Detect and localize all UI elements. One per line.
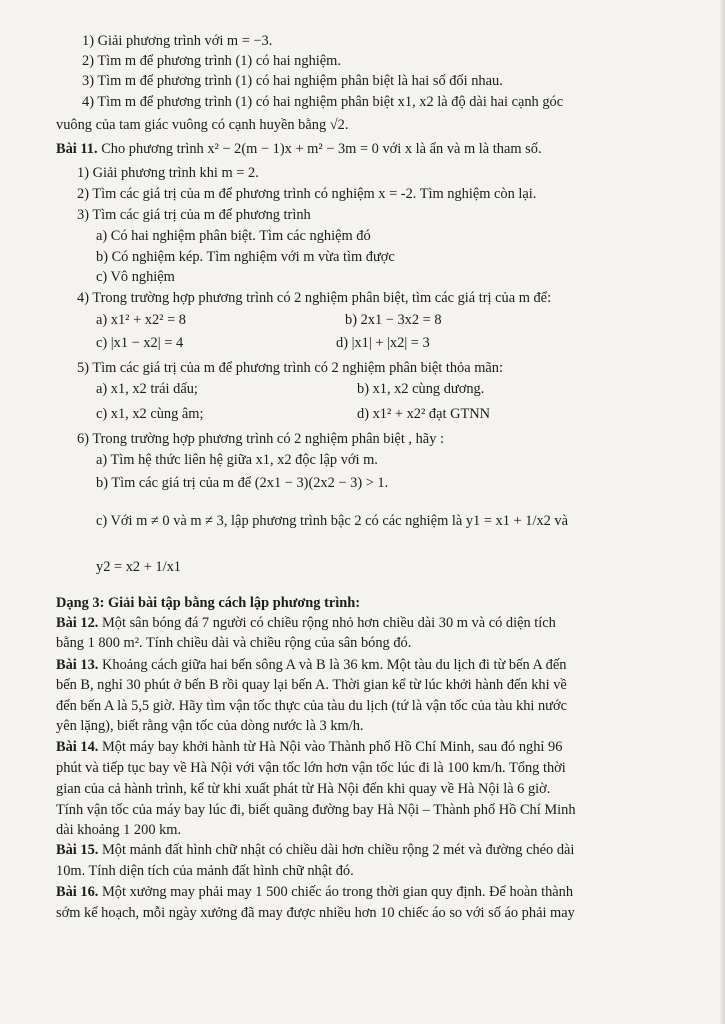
problem-12-line-2: bằng 1 800 m². Tính chiều dài và chiều rộng của sân bóng đó.	[56, 635, 412, 651]
p11-item-6: 6) Trong trường hợp phương trình có 2 nghiệm phân biệt , hãy :	[77, 431, 444, 447]
p11-item-6a: a) Tìm hệ thức liên hệ giữa x1, x2 độc lập với m.	[96, 452, 378, 468]
item-2-two-roots: 2) Tìm m để phương trình (1) có hai nghiệm.	[82, 53, 341, 69]
scan-edge-shadow	[719, 0, 725, 1024]
problem-14-line-2: phút và tiếp tục bay về Hà Nội với vận tốc lớn hơn vận tốc lúc đi là 100 km/h. Tổng thời	[56, 760, 566, 776]
problem-12-line-1	[56, 614, 556, 633]
p11-item-3: 3) Tìm các giá trị của m để phương trình	[77, 207, 311, 223]
p11-item-6c: c) Với m ≠ 0 và m ≠ 3, lập phương trình bậc 2 có các nghiệm là y1 = x1 + 1/x2 và	[96, 513, 569, 529]
problem-15-line-2: 10m. Tính diện tích của mảnh đất hình chữ nhật đó.	[56, 863, 354, 879]
problem-16-label: Bài 16.	[56, 884, 99, 900]
item-3-opposite-roots: 3) Tìm m để phương trình (1) có hai nghiệm phân biệt là hai số đối nhau.	[82, 73, 503, 89]
problem-16-text-1: Một xưởng may phải may 1 500 chiếc áo trong thời gian quy định. Để hoàn thành	[102, 884, 574, 900]
p11-item-4b: b) 2x1 − 3x2 = 8	[345, 312, 442, 328]
item-1-solve: 1) Giải phương trình với m = −3.	[82, 33, 273, 49]
p11-item-4: 4) Trong trường hợp phương trình có 2 nghiệm phân biệt, tìm các giá trị của m để:	[77, 290, 552, 306]
p11-item-3b: b) Có nghiệm kép. Tìm nghiệm với m vừa tìm được	[96, 249, 395, 265]
problem-13-line-4: yên lặng), biết rằng vận tốc của dòng nước là 3 km/h.	[56, 718, 364, 734]
problem-11-label: Bài 11.	[56, 141, 98, 157]
problem-15-label: Bài 15.	[56, 842, 99, 858]
problem-14-line-3: gian của cả hành trình, kể từ khi xuất phát từ Hà Nội đến khi quay về Hà Nội là 6 giờ.	[56, 781, 551, 797]
problem-14-line-4: Tính vận tốc của máy bay lúc đi, biết quãng đường bay Hà Nội – Thành phố Hồ Chí Minh	[56, 802, 576, 818]
problem-12-text-1: Một sân bóng đá 7 người có chiều rộng nhỏ hơn chiều dài 30 m và có diện tích	[102, 615, 556, 631]
problem-13-line-1	[56, 656, 566, 675]
p11-item-4d: d) |x1| + |x2| = 3	[336, 335, 430, 351]
problem-11-statement: Cho phương trình x² − 2(m − 1)x + m² − 3m = 0 với x là ẩn và m là tham số.	[101, 141, 542, 157]
problem-13-text-1: Khoảng cách giữa hai bến sông A và B là 36 km. Một tàu du lịch đi từ bến A đến	[102, 657, 567, 673]
problem-11-heading	[56, 140, 542, 159]
problem-13-line-3: đến bến A là 5,5 giờ. Hãy tìm vận tốc thực của tàu du lịch (tứ là vận tốc của tàu khi nước	[56, 698, 567, 714]
problem-13-label: Bài 13.	[56, 657, 99, 673]
problem-15-text-1: Một mảnh đất hình chữ nhật có chiều dài hơn chiều rộng 2 mét và đường chéo dài	[102, 842, 575, 858]
p11-item-5a: a) x1, x2 trái dấu;	[96, 381, 198, 397]
problem-14-text-1: Một máy bay khởi hành từ Hà Nội vào Thành phố Hồ Chí Minh, sau đó nghỉ 96	[102, 739, 563, 755]
p11-item-5b: b) x1, x2 cùng dương.	[357, 381, 485, 397]
p11-item-1: 1) Giải phương trình khi m = 2.	[77, 165, 259, 181]
problem-14-line-5: dài khoảng 1 200 km.	[56, 822, 182, 838]
problem-14-line-1	[56, 738, 562, 757]
section-type-3-heading: Dạng 3: Giải bài tập bằng cách lập phương trình:	[56, 595, 361, 611]
p11-item-4c: c) |x1 − x2| = 4	[96, 335, 184, 351]
problem-13-line-2: bến B, nghỉ 30 phút ở bến B rồi quay lại bến A. Thời gian kể từ lúc khởi hành đến khi về	[56, 677, 567, 693]
problem-14-label: Bài 14.	[56, 739, 99, 755]
p11-item-5d: d) x1² + x2² đạt GTNN	[357, 406, 491, 422]
p11-item-3c: c) Vô nghiệm	[96, 269, 175, 285]
item-4-right-triangle: 4) Tìm m để phương trình (1) có hai nghiệm phân biệt x1, x2 là độ dài hai cạnh góc	[82, 94, 564, 110]
problem-12-label: Bài 12.	[56, 615, 99, 631]
p11-item-6c-continued: y2 = x2 + 1/x1	[96, 559, 181, 575]
problem-15-line-1	[56, 841, 574, 860]
problem-16-line-1	[56, 883, 573, 902]
problem-16-line-2: sớm kế hoạch, mỗi ngày xưởng đã may được nhiều hơn 10 chiếc áo so với số áo phải may	[56, 905, 575, 921]
p11-item-4a: a) x1² + x2² = 8	[96, 312, 187, 328]
p11-item-2: 2) Tìm các giá trị của m để phương trình có nghiệm x = -2. Tìm nghiệm còn lại.	[77, 186, 537, 202]
p11-item-3a: a) Có hai nghiệm phân biệt. Tìm các nghiệm đó	[96, 228, 371, 244]
p11-item-6b: b) Tìm các giá trị của m để (2x1 − 3)(2x2 − 3) > 1.	[96, 475, 389, 491]
item-4-continued: vuông của tam giác vuông có cạnh huyền bằng √2.	[56, 117, 349, 133]
p11-item-5: 5) Tìm các giá trị của m để phương trình có 2 nghiệm phân biệt thỏa mãn:	[77, 360, 503, 376]
p11-item-5c: c) x1, x2 cùng âm;	[96, 406, 204, 422]
